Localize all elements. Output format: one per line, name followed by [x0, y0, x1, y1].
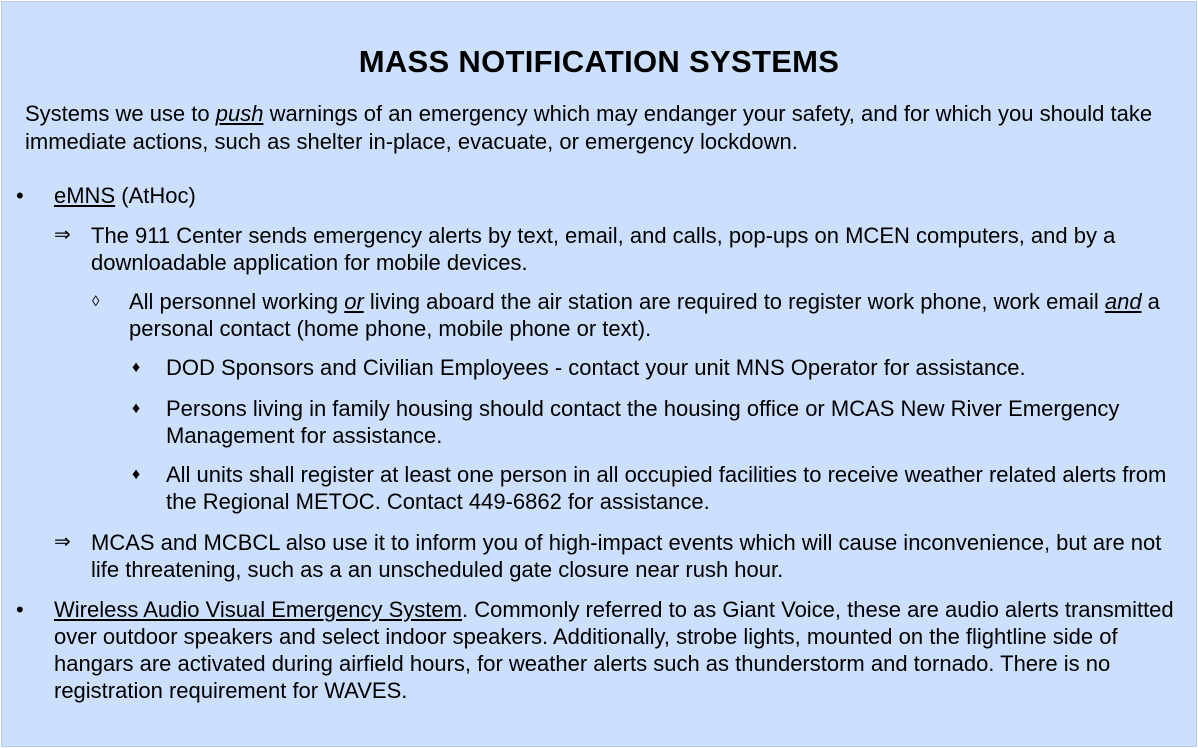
personnel-text-end: a personal contact (home phone, mobile phone or text). [129, 289, 1160, 341]
point-family-housing: Persons living in family housing should contact the housing office or MCAS New River Emergency Management for assistance. [166, 396, 1120, 448]
personnel-text: All personnel working [129, 289, 345, 314]
diamond-icon: ♦ [132, 466, 141, 483]
slide-panel [1, 1, 1197, 747]
diamond-icon: ♦ [132, 359, 141, 376]
intro-paragraph [25, 100, 1185, 156]
waves-name: Wireless Audio Visual Emergency System [54, 597, 462, 622]
diamond-icon: ♦ [132, 400, 141, 417]
waves-text: . Commonly referred to as Giant Voice, these are audio alerts transmitted over outdoor speakers and select indoor speakers. Additionally, strobe lights, mounted on the flightline side of hangars are activated during airfield hours, for weather alerts such as thunderstorm and tornado. There is no registration requirement for WAVES. [54, 597, 1174, 703]
emns-sub-911: The 911 Center sends emergency alerts by text, email, and calls, pop-ups on MCEN computers, and by a downloadable application for mobile devices. [91, 223, 1116, 275]
emns-sub-high-impact: MCAS and MCBCL also use it to inform you of high-impact events which will cause inconvenience, but are not life threatening, such as a an unscheduled gate closure near rush hour. [91, 530, 1162, 582]
point-units-register: All units shall register at least one person in all occupied facilities to receive weather related alerts from the Regional METOC. Contact 449-6862 for assistance. [166, 462, 1167, 514]
emns-name: eMNS [54, 183, 116, 208]
intro-text: Systems we use to [25, 101, 216, 126]
personnel-text-mid: living aboard the air station are required to register work phone, work email [363, 289, 1105, 314]
intro-text-rest: warnings of an emergency which may endanger your safety, and for which you should take immediate actions, such as shelter in-place, evacuate, or emergency lockdown. [25, 101, 1153, 154]
arrow-icon: ⇒ [54, 531, 71, 553]
emns-suffix: (AtHoc) [115, 183, 196, 208]
emns-personnel-requirement [129, 288, 1179, 342]
intro-emphasis: push [215, 101, 264, 126]
lozenge-icon: ◊ [92, 293, 100, 310]
emns-heading [54, 182, 1184, 209]
bullet-waves: • [16, 597, 24, 622]
arrow-icon: ⇒ [54, 224, 71, 246]
waves-paragraph [54, 596, 1189, 704]
page-title: MASS NOTIFICATION SYSTEMS [358, 44, 840, 79]
point-dod-sponsors: DOD Sponsors and Civilian Employees - contact your unit MNS Operator for assistance. [166, 355, 1026, 380]
bullet-emns: • [16, 183, 24, 208]
personnel-or: or [344, 289, 364, 314]
personnel-and: and [1104, 289, 1142, 314]
